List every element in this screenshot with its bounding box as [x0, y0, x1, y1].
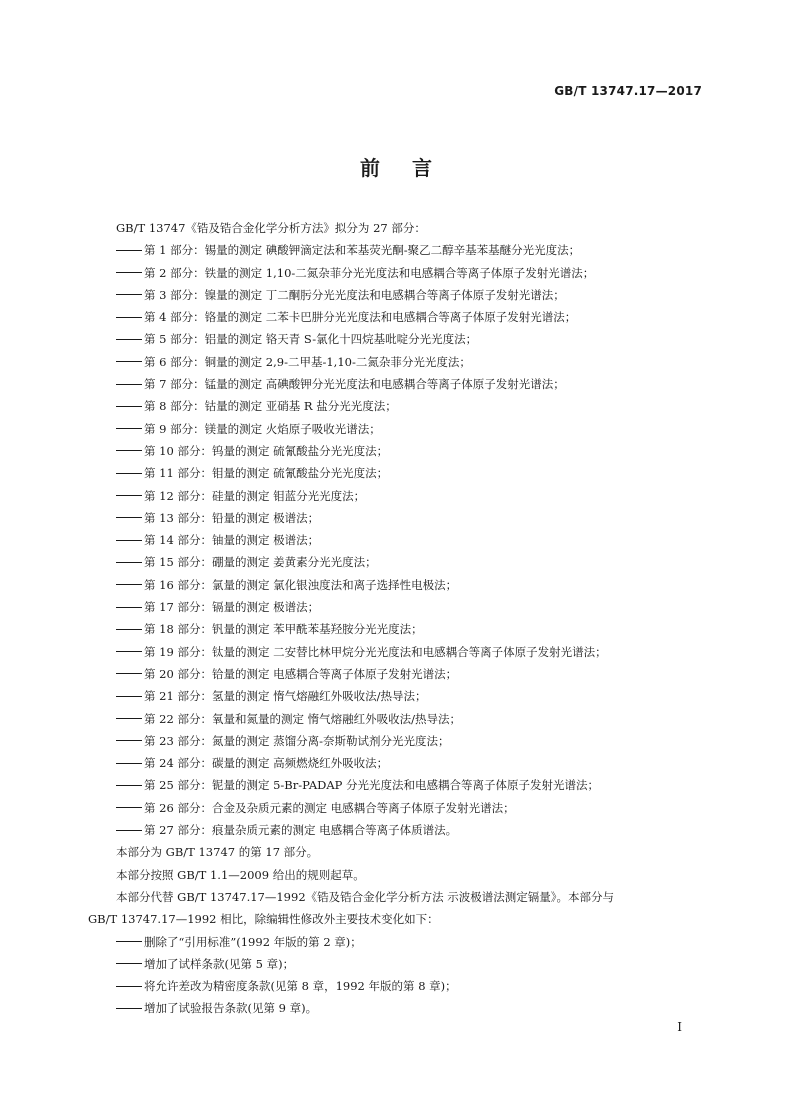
standard-code: GB/T 13747.17—2017	[554, 84, 702, 98]
part-text: 第 26 部分：合金及杂质元素的测定 电感耦合等离子体原子发射光谱法；	[144, 800, 515, 815]
dash-mark	[116, 272, 142, 273]
part-text: 第 21 部分：氢量的测定 惰气熔融红外吸收法/热导法；	[144, 689, 427, 704]
part-text: 第 2 部分：铁量的测定 1,10-二氮杂菲分光光度法和电感耦合等离子体原子发射光谱法；	[144, 265, 595, 280]
part-text: 第 15 部分：硼量的测定 姜黄素分光光度法；	[144, 555, 377, 570]
part-item	[88, 641, 710, 663]
change-text: 将允许差改为精密度条款(见第 8 章，1992 年版的第 8 章)；	[144, 979, 457, 994]
part-item	[88, 574, 710, 596]
part-item	[88, 529, 710, 551]
part-item	[88, 596, 710, 618]
part-text: 第 24 部分：碳量的测定 高频燃烧红外吸收法；	[144, 756, 389, 771]
part-text: 第 11 部分：钼量的测定 硫氰酸盐分光光度法；	[144, 466, 389, 481]
dash-mark	[116, 830, 142, 831]
title-char-2: 言	[412, 156, 432, 180]
part-item	[88, 663, 710, 685]
part-text: 第 19 部分：钛量的测定 二安替比林甲烷分光光度法和电感耦合等离子体原子发射光谱法；	[144, 644, 607, 659]
paragraph: 本部分按照 GB/T 1.1—2009 给出的规则起草。	[116, 867, 365, 882]
dash-mark	[116, 1008, 142, 1009]
paragraph: 本部分为 GB/T 13747 的第 17 部分。	[116, 845, 319, 860]
dash-mark	[116, 294, 142, 295]
dash-mark	[116, 495, 142, 496]
intro-line: GB/T 13747《锆及锆合金化学分析方法》拟分为 27 部分：	[116, 221, 426, 235]
part-item	[88, 485, 710, 507]
part-text: 第 9 部分：镁量的测定 火焰原子吸收光谱法；	[144, 421, 381, 436]
part-item	[88, 239, 710, 261]
dash-mark	[116, 763, 142, 764]
page-number: I	[677, 1020, 682, 1034]
change-text: 增加了试验报告条款(见第 9 章)。	[144, 1001, 318, 1016]
part-text: 第 16 部分：氯量的测定 氯化银浊度法和离子选择性电极法；	[144, 577, 458, 592]
change-item	[88, 997, 710, 1019]
dash-mark	[116, 941, 142, 942]
dash-mark	[116, 317, 142, 318]
paragraph-continued: GB/T 13747.17—1992 相比，除编辑性修改外主要技术变化如下：	[88, 912, 439, 927]
part-item	[88, 351, 710, 373]
part-item	[88, 373, 710, 395]
part-text: 第 27 部分：痕量杂质元素的测定 电感耦合等离子体质谱法。	[144, 823, 458, 838]
change-item	[88, 931, 710, 953]
part-item	[88, 306, 710, 328]
part-text: 第 18 部分：钒量的测定 苯甲酰苯基羟胺分光光度法；	[144, 622, 423, 637]
dash-mark	[116, 629, 142, 630]
dash-mark	[116, 986, 142, 987]
part-item	[88, 618, 710, 640]
part-text: 第 12 部分：硅量的测定 钼蓝分光光度法；	[144, 488, 366, 503]
part-item	[88, 418, 710, 440]
foreword-body	[88, 217, 710, 1020]
part-text: 第 23 部分：氮量的测定 蒸馏分离-奈斯勒试剂分光光度法；	[144, 733, 450, 748]
dash-mark	[116, 406, 142, 407]
dash-mark	[116, 807, 142, 808]
part-item	[88, 774, 710, 796]
part-item	[88, 819, 710, 841]
part-text: 第 22 部分：氧量和氮量的测定 惰气熔融红外吸收法/热导法；	[144, 711, 461, 726]
dash-mark	[116, 540, 142, 541]
dash-mark	[116, 651, 142, 652]
change-text: 增加了试样条款(见第 5 章)；	[144, 956, 295, 971]
part-text: 第 17 部分：镉量的测定 极谱法；	[144, 600, 320, 615]
dash-mark	[116, 696, 142, 697]
part-item	[88, 797, 710, 819]
dash-mark	[116, 384, 142, 385]
part-text: 第 6 部分：铜量的测定 2,9-二甲基-1,10-二氮杂菲分光光度法；	[144, 354, 471, 369]
part-item	[88, 752, 710, 774]
part-item	[88, 395, 710, 417]
change-text: 删除了“引用标准”(1992 年版的第 2 章)；	[144, 934, 362, 949]
part-text: 第 5 部分：铝量的测定 铬天青 S-氯化十四烷基吡啶分光光度法；	[144, 332, 478, 347]
dash-mark	[116, 785, 142, 786]
dash-mark	[116, 740, 142, 741]
dash-mark	[116, 584, 142, 585]
part-item	[88, 284, 710, 306]
part-item	[88, 730, 710, 752]
part-text: 第 13 部分：铅量的测定 极谱法；	[144, 510, 320, 525]
dash-mark	[116, 361, 142, 362]
change-item	[88, 953, 710, 975]
dash-mark	[116, 450, 142, 451]
change-item	[88, 975, 710, 997]
part-item	[88, 685, 710, 707]
part-item	[88, 507, 710, 529]
page-title	[0, 152, 792, 181]
dash-mark	[116, 562, 142, 563]
part-text: 第 7 部分：锰量的测定 高碘酸钾分光光度法和电感耦合等离子体原子发射光谱法；	[144, 377, 565, 392]
part-item	[88, 551, 710, 573]
dash-mark	[116, 339, 142, 340]
part-text: 第 25 部分：铌量的测定 5-Br-PADAP 分光光度法和电感耦合等离子体原子发射光谱法；	[144, 778, 600, 793]
part-text: 第 1 部分：锡量的测定 碘酸钾滴定法和苯基荧光酮-聚乙二醇辛基苯基醚分光光度法；	[144, 243, 581, 258]
part-text: 第 8 部分：钴量的测定 亚硝基 R 盐分光光度法；	[144, 399, 397, 414]
part-item	[88, 328, 710, 350]
part-item	[88, 462, 710, 484]
part-text: 第 14 部分：铀量的测定 极谱法；	[144, 533, 320, 548]
dash-mark	[116, 718, 142, 719]
paragraph: 本部分代替 GB/T 13747.17—1992《锆及锆合金化学分析方法 示波极谱法测定镉量》。本部分与	[116, 889, 615, 904]
dash-mark	[116, 607, 142, 608]
part-text: 第 10 部分：钨量的测定 硫氰酸盐分光光度法；	[144, 443, 389, 458]
part-text: 第 4 部分：铬量的测定 二苯卡巴肼分光光度法和电感耦合等离子体原子发射光谱法；	[144, 310, 577, 325]
dash-mark	[116, 963, 142, 964]
dash-mark	[116, 517, 142, 518]
part-item	[88, 708, 710, 730]
part-item	[88, 440, 710, 462]
part-text: 第 20 部分：铪量的测定 电感耦合等离子体原子发射光谱法；	[144, 666, 458, 681]
part-text: 第 3 部分：镍量的测定 丁二酮肟分光光度法和电感耦合等离子体原子发射光谱法；	[144, 287, 565, 302]
dash-mark	[116, 673, 142, 674]
part-item	[88, 262, 710, 284]
title-char-1: 前	[360, 156, 380, 180]
dash-mark	[116, 428, 142, 429]
dash-mark	[116, 473, 142, 474]
dash-mark	[116, 250, 142, 251]
